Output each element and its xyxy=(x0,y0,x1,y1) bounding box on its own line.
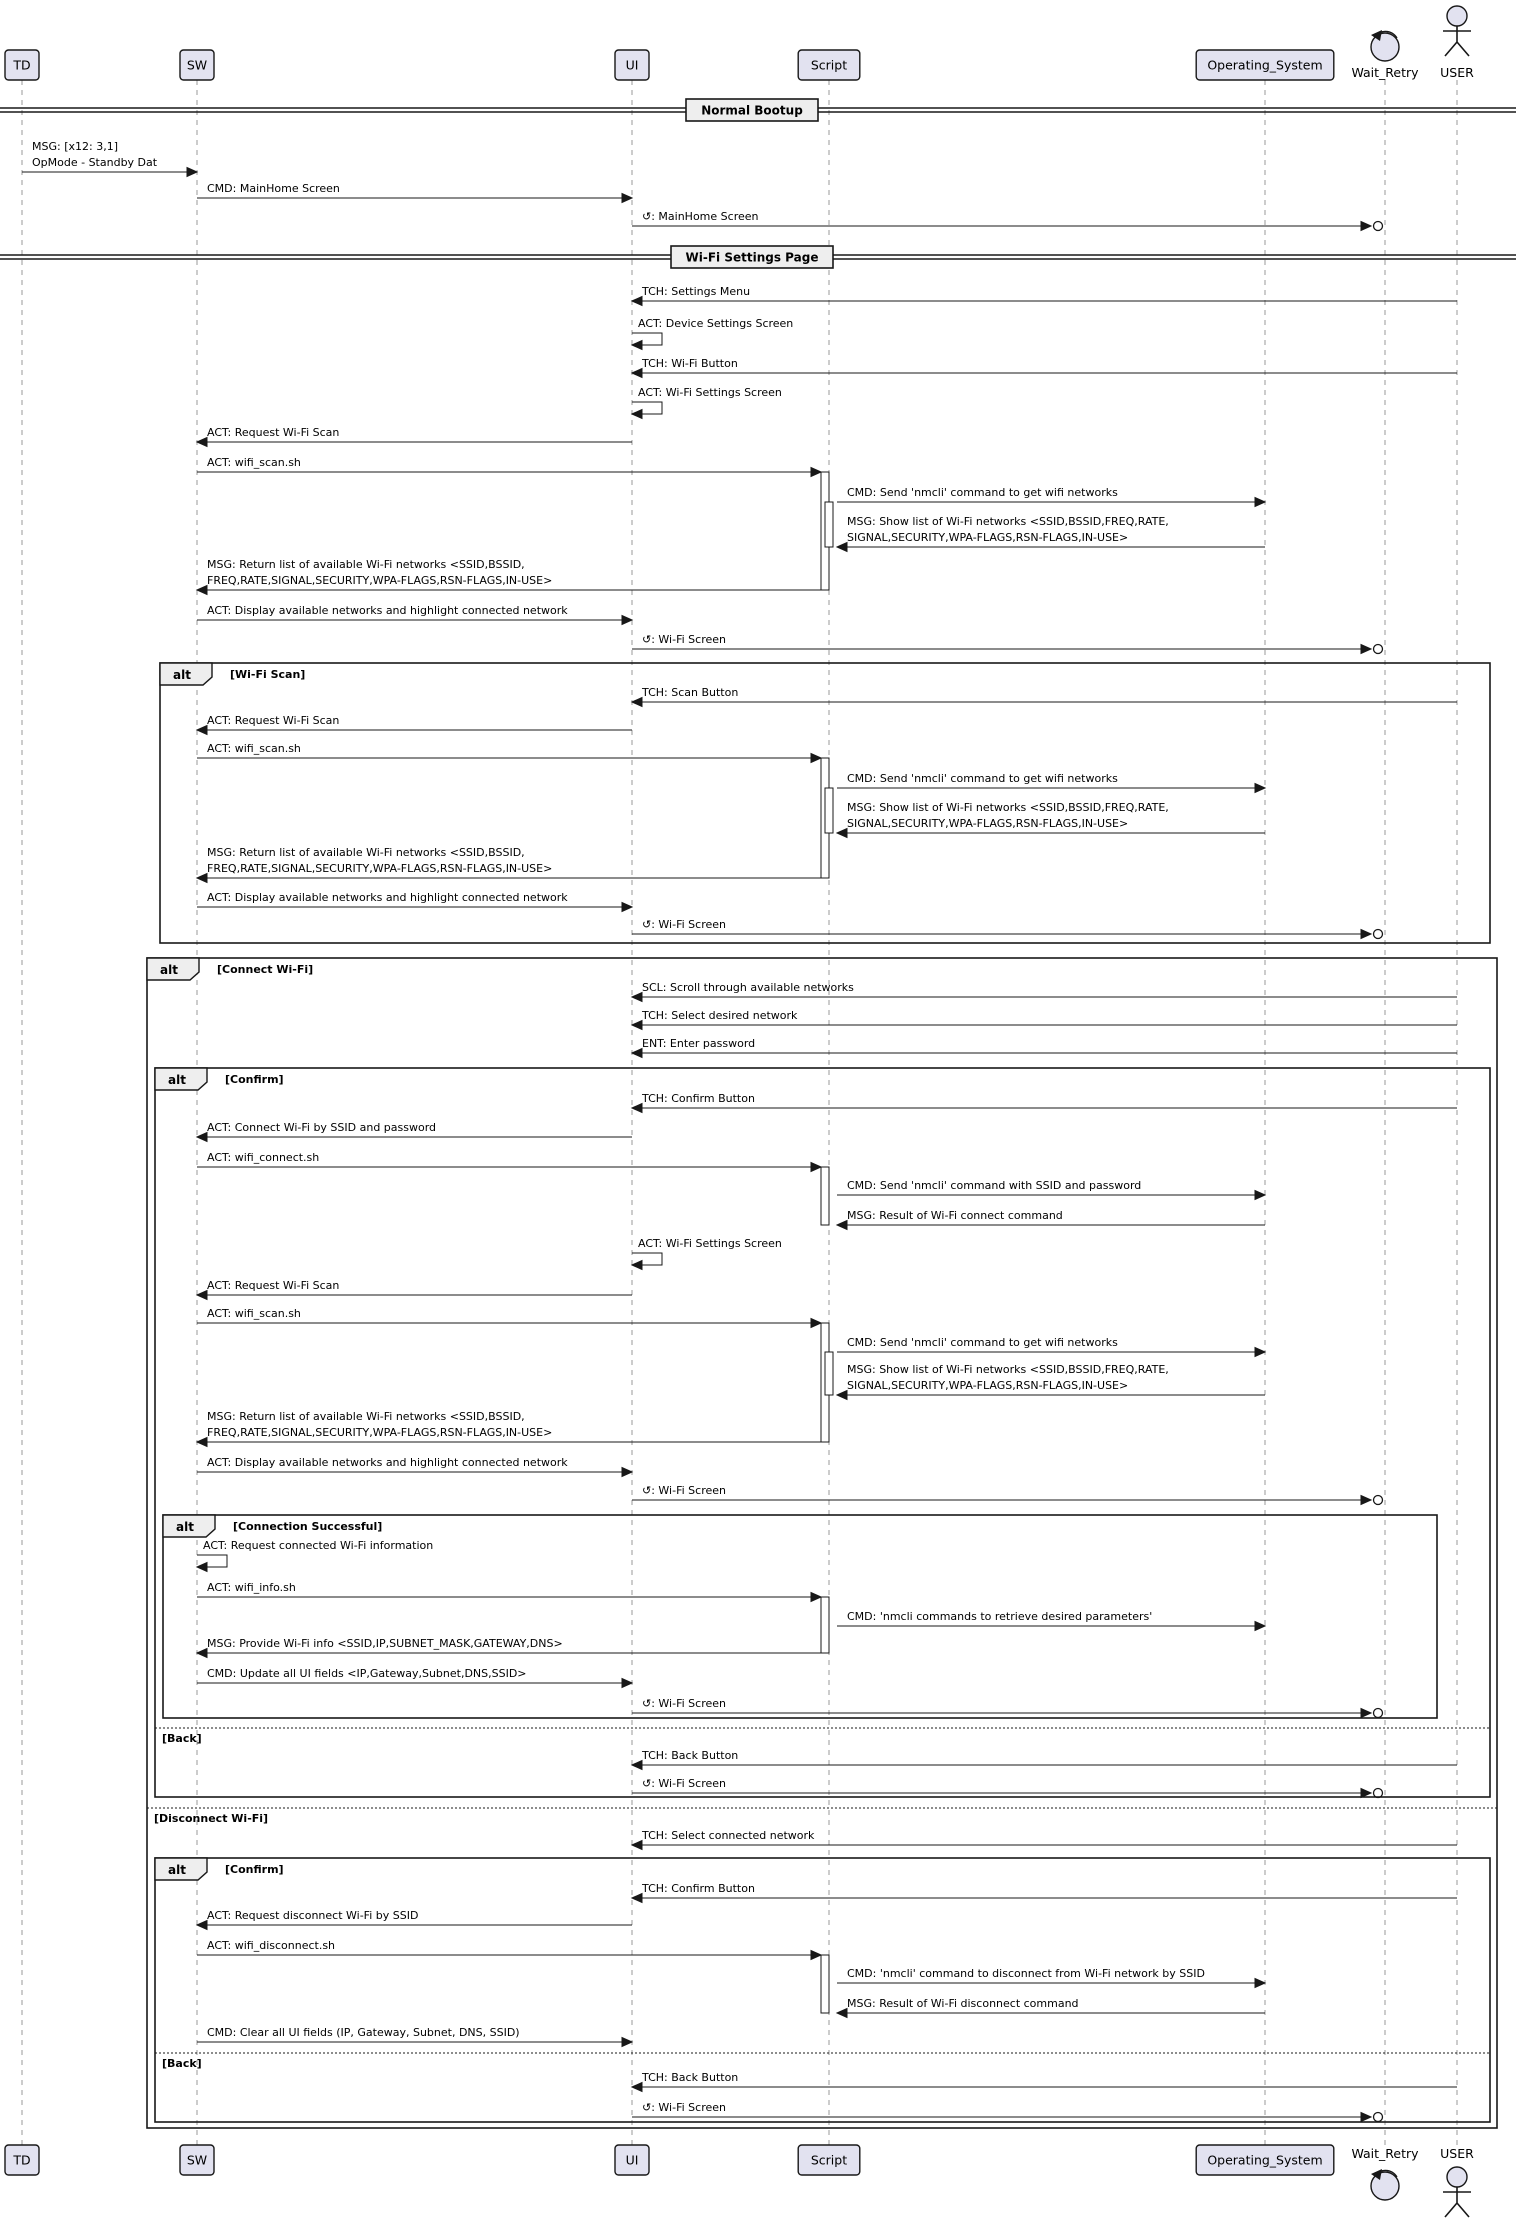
divider-label: Wi-Fi Settings Page xyxy=(685,250,819,265)
message-label: SIGNAL,SECURITY,WPA-FLAGS,RSN-FLAGS,IN-USE> xyxy=(847,1379,1129,1392)
message-label: ACT: wifi_scan.sh xyxy=(207,742,301,755)
actor-head xyxy=(1447,2167,1467,2187)
frame-operator: alt xyxy=(168,1073,186,1087)
lost-found-circle xyxy=(1374,1709,1383,1718)
message-label: CMD: Send 'nmcli' command to get wifi networks xyxy=(847,486,1118,499)
else-condition: [Back] xyxy=(162,2057,202,2070)
message-label: MSG: Result of Wi-Fi disconnect command xyxy=(847,1997,1079,2010)
message-label: ENT: Enter password xyxy=(642,1037,756,1050)
message-label: MSG: Show list of Wi-Fi networks <SSID,BSSID,FREQ,RATE, xyxy=(847,515,1169,528)
message-label: CMD: Send 'nmcli' command to get wifi networks xyxy=(847,1336,1118,1349)
message-label: MSG: Return list of available Wi-Fi networks <SSID,BSSID, xyxy=(207,846,525,859)
message-label: TCH: Back Button xyxy=(642,2071,739,2084)
frame-condition: [Wi-Fi Scan] xyxy=(230,668,306,681)
frame-operator: alt xyxy=(168,1863,186,1877)
message-label: ACT: wifi_scan.sh xyxy=(207,1307,301,1320)
lost-found-circle xyxy=(1374,645,1383,654)
message-label: ACT: wifi_scan.sh xyxy=(207,456,301,469)
message-label: ACT: wifi_disconnect.sh xyxy=(207,1939,336,1952)
participant-label: Operating_System xyxy=(1207,2152,1323,2168)
participant-label: UI xyxy=(625,57,639,73)
frame-condition: [Confirm] xyxy=(225,1073,284,1086)
message-label: ACT: Request Wi-Fi Scan xyxy=(207,426,340,439)
activation-bar xyxy=(821,1167,829,1225)
message-label: ↺: Wi-Fi Screen xyxy=(642,633,726,646)
frame-operator: alt xyxy=(160,963,178,977)
activation-bar xyxy=(821,1955,829,2013)
message-label: ACT: wifi_info.sh xyxy=(207,1581,296,1594)
participant-TD xyxy=(5,2145,39,2175)
participant-label: Script xyxy=(810,57,848,73)
frame-condition: [Connection Successful] xyxy=(233,1520,383,1533)
message-label: TCH: Confirm Button xyxy=(642,1092,755,1105)
message-label: CMD: Update all UI fields <IP,Gateway,Subnet,DNS,SSID> xyxy=(207,1667,527,1680)
message-label: ACT: Request connected Wi-Fi information xyxy=(203,1539,434,1552)
message-label: MSG: Show list of Wi-Fi networks <SSID,BSSID,FREQ,RATE, xyxy=(847,1363,1169,1376)
message-label: TCH: Settings Menu xyxy=(642,285,751,298)
message-label: MSG: Provide Wi-Fi info <SSID,IP,SUBNET_MASK,GATEWAY,DNS> xyxy=(207,1637,563,1650)
message-label: CMD: Send 'nmcli' command to get wifi networks xyxy=(847,772,1118,785)
message-label: SIGNAL,SECURITY,WPA-FLAGS,RSN-FLAGS,IN-USE> xyxy=(847,531,1129,544)
frame-operator: alt xyxy=(173,668,191,682)
participant-SW xyxy=(180,50,214,80)
message-label: TCH: Wi-Fi Button xyxy=(642,357,738,370)
lost-found-circle xyxy=(1374,1789,1383,1798)
message-label: TCH: Confirm Button xyxy=(642,1882,755,1895)
message-label: CMD: 'nmcli' command to disconnect from Wi-Fi network by SSID xyxy=(847,1967,1205,1980)
message-label: MSG: Result of Wi-Fi connect command xyxy=(847,1209,1063,1222)
message-label: TCH: Select desired network xyxy=(642,1009,798,1022)
message-label: TCH: Scan Button xyxy=(642,686,739,699)
message-label: ↺: Wi-Fi Screen xyxy=(642,2101,726,2114)
message-label: FREQ,RATE,SIGNAL,SECURITY,WPA-FLAGS,RSN-FLAGS,IN-USE> xyxy=(207,1426,553,1439)
else-condition: [Disconnect Wi-Fi] xyxy=(154,1812,269,1825)
actor-head xyxy=(1447,6,1467,26)
activation-bar xyxy=(825,1352,833,1395)
message-label: ACT: Request Wi-Fi Scan xyxy=(207,714,340,727)
participant-Script xyxy=(798,2145,860,2175)
message-label: CMD: 'nmcli commands to retrieve desired parameters' xyxy=(847,1610,1153,1623)
frame-condition: [Connect Wi-Fi] xyxy=(217,963,314,976)
frame-operator: alt xyxy=(176,1520,194,1534)
message-label: ↺: Wi-Fi Screen xyxy=(642,1484,726,1497)
lost-found-circle xyxy=(1374,222,1383,231)
participant-label: TD xyxy=(13,2152,31,2168)
participant-Operating_System xyxy=(1196,50,1334,80)
message-label: ACT: Wi-Fi Settings Screen xyxy=(638,386,782,399)
message-label: ACT: Display available networks and highlight connected network xyxy=(207,891,568,904)
participant-TD xyxy=(5,50,39,80)
message-label: ACT: Display available networks and highlight connected network xyxy=(207,1456,568,1469)
message-label: ↺: MainHome Screen xyxy=(642,210,759,223)
message-label: FREQ,RATE,SIGNAL,SECURITY,WPA-FLAGS,RSN-FLAGS,IN-USE> xyxy=(207,574,553,587)
lost-found-circle xyxy=(1374,2113,1383,2122)
participant-Operating_System xyxy=(1196,2145,1334,2175)
message-label: OpMode - Standby Dat xyxy=(32,156,158,169)
message-label: ACT: Display available networks and highlight connected network xyxy=(207,604,568,617)
participant-label: Operating_System xyxy=(1207,57,1323,73)
message-label: ACT: Request Wi-Fi Scan xyxy=(207,1279,340,1292)
participant-label: TD xyxy=(13,57,31,73)
participant-UI xyxy=(615,50,649,80)
message-label: MSG: Return list of available Wi-Fi networks <SSID,BSSID, xyxy=(207,1410,525,1423)
message-label: CMD: MainHome Screen xyxy=(207,182,340,195)
message-label: FREQ,RATE,SIGNAL,SECURITY,WPA-FLAGS,RSN-FLAGS,IN-USE> xyxy=(207,862,553,875)
control-label: Wait_Retry xyxy=(1351,65,1419,80)
actor-label: USER xyxy=(1440,2146,1474,2161)
participant-label: Script xyxy=(810,2152,848,2168)
activation-bar xyxy=(825,502,833,547)
actor-label: USER xyxy=(1440,65,1474,80)
divider-label: Normal Bootup xyxy=(701,103,803,118)
message-label: ↺: Wi-Fi Screen xyxy=(642,918,726,931)
message-label: ACT: wifi_connect.sh xyxy=(207,1151,320,1164)
message-label: SCL: Scroll through available networks xyxy=(642,981,854,994)
control-label: Wait_Retry xyxy=(1351,2146,1419,2161)
message-label: ↺: Wi-Fi Screen xyxy=(642,1777,726,1790)
lost-found-circle xyxy=(1374,1496,1383,1505)
message-label: ACT: Connect Wi-Fi by SSID and password xyxy=(207,1121,437,1134)
participant-Script xyxy=(798,50,860,80)
message-label: ACT: Wi-Fi Settings Screen xyxy=(638,1237,782,1250)
participant-label: SW xyxy=(186,2152,208,2168)
message-label: TCH: Select connected network xyxy=(642,1829,815,1842)
message-label: MSG: [x12: 3,1] xyxy=(32,140,118,153)
lost-found-circle xyxy=(1374,930,1383,939)
message-label: CMD: Send 'nmcli' command with SSID and password xyxy=(847,1179,1142,1192)
message-label: SIGNAL,SECURITY,WPA-FLAGS,RSN-FLAGS,IN-USE> xyxy=(847,817,1129,830)
participant-SW xyxy=(180,2145,214,2175)
participant-label: SW xyxy=(186,57,208,73)
message-label: TCH: Back Button xyxy=(642,1749,739,1762)
message-label: MSG: Show list of Wi-Fi networks <SSID,BSSID,FREQ,RATE, xyxy=(847,801,1169,814)
message-label: ↺: Wi-Fi Screen xyxy=(642,1697,726,1710)
message-label: MSG: Return list of available Wi-Fi networks <SSID,BSSID, xyxy=(207,558,525,571)
participant-UI xyxy=(615,2145,649,2175)
message-label: ACT: Device Settings Screen xyxy=(638,317,794,330)
message-label: CMD: Clear all UI fields (IP, Gateway, Subnet, DNS, SSID) xyxy=(207,2026,520,2039)
activation-bar xyxy=(825,788,833,833)
frame-condition: [Confirm] xyxy=(225,1863,284,1876)
participant-label: UI xyxy=(625,2152,639,2168)
activation-bar xyxy=(821,1597,829,1653)
message-label: ACT: Request disconnect Wi-Fi by SSID xyxy=(207,1909,419,1922)
else-condition: [Back] xyxy=(162,1732,202,1745)
